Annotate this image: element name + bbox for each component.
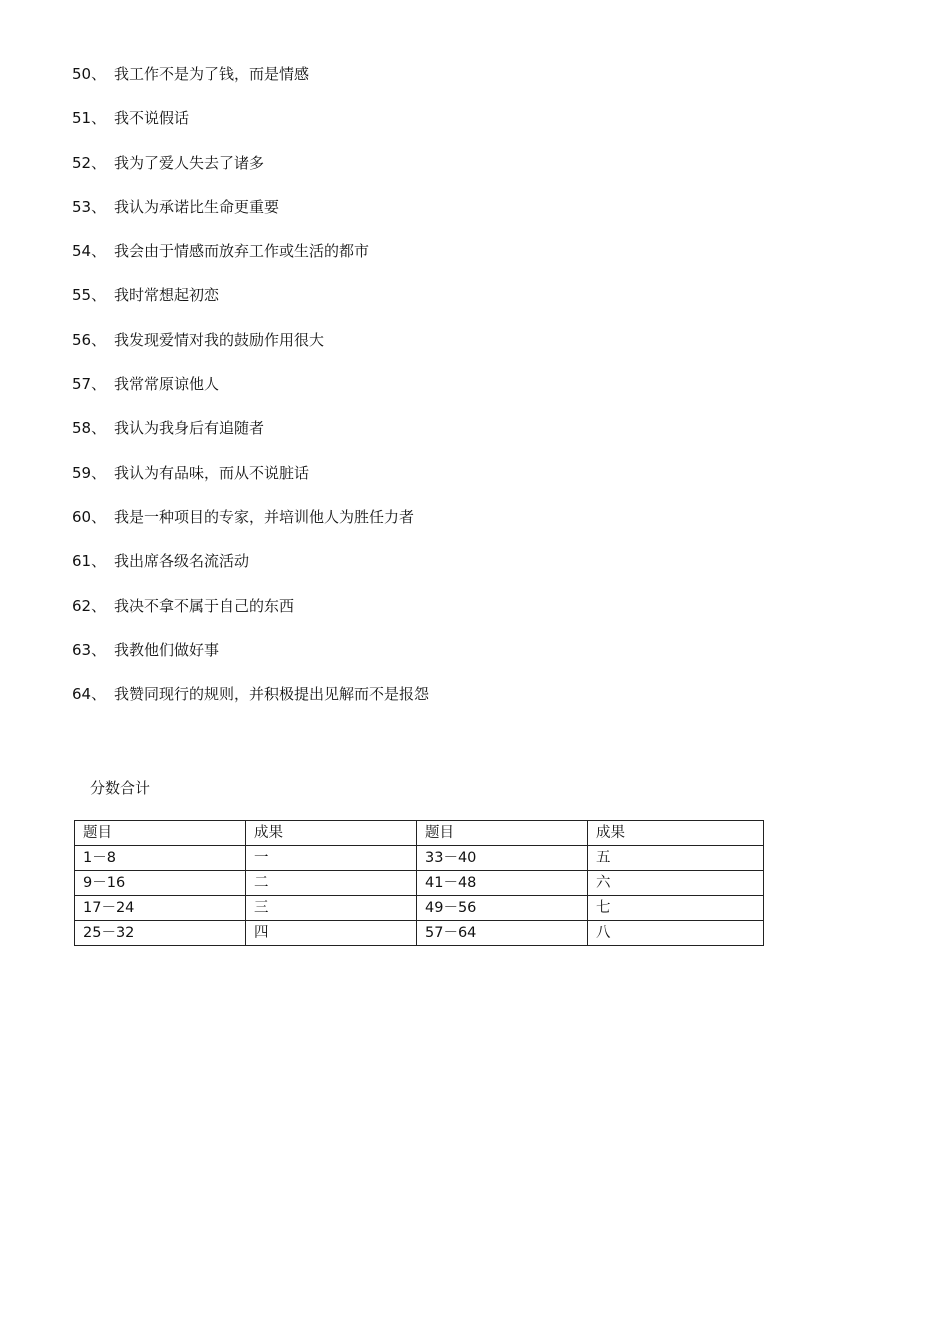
table-header-cell: 题目 <box>75 821 246 846</box>
item-text: 我认为我身后有追随者 <box>114 419 265 438</box>
list-item <box>72 328 429 372</box>
list-item <box>72 151 429 195</box>
list-item <box>72 283 429 327</box>
item-number: 62、 <box>72 596 107 615</box>
table-header-cell: 题目 <box>417 821 588 846</box>
table-row <box>75 871 764 896</box>
table-cell: 六 <box>588 871 764 896</box>
table-cell: 41－48 <box>417 871 588 896</box>
table-header-cell: 成果 <box>588 821 764 846</box>
item-number: 58、 <box>72 419 107 438</box>
list-item <box>72 195 429 239</box>
score-total-heading: 分数合计 <box>90 779 151 797</box>
item-text: 我不说假话 <box>114 109 190 128</box>
item-number: 50、 <box>72 65 107 83</box>
table-cell: 七 <box>588 896 764 921</box>
table-cell: 二 <box>246 871 417 896</box>
table-cell: 49－56 <box>417 896 588 921</box>
item-number: 54、 <box>72 242 107 261</box>
item-number: 61、 <box>72 552 107 571</box>
table-cell: 9－16 <box>75 871 246 896</box>
question-list <box>72 62 429 726</box>
item-text: 我工作不是为了钱，而是情感 <box>114 65 310 83</box>
table-row <box>75 921 764 946</box>
item-number: 55、 <box>72 286 107 305</box>
table-row <box>75 896 764 921</box>
score-table <box>74 820 764 946</box>
item-number: 63、 <box>72 640 107 659</box>
table-cell: 25－32 <box>75 921 246 946</box>
table-cell: 四 <box>246 921 417 946</box>
table-cell: 1－8 <box>75 846 246 871</box>
item-text: 我时常想起初恋 <box>114 286 220 305</box>
table-cell: 17－24 <box>75 896 246 921</box>
table-cell: 八 <box>588 921 764 946</box>
list-item <box>72 372 429 416</box>
table-cell: 五 <box>588 846 764 871</box>
item-text: 我会由于情感而放弃工作或生活的都市 <box>114 242 370 261</box>
table-row <box>75 846 764 871</box>
table-cell: 三 <box>246 896 417 921</box>
list-item <box>72 682 429 726</box>
list-item <box>72 594 429 638</box>
list-item <box>72 461 429 505</box>
item-number: 57、 <box>72 375 107 394</box>
list-item <box>72 505 429 549</box>
item-text: 我赞同现行的规则，并积极提出见解而不是报怨 <box>114 685 430 704</box>
item-number: 60、 <box>72 507 107 526</box>
list-item <box>72 239 429 283</box>
item-number: 52、 <box>72 153 107 172</box>
item-number: 53、 <box>72 197 107 216</box>
item-number: 64、 <box>72 685 107 704</box>
item-text: 我认为承诺比生命更重要 <box>114 197 280 216</box>
item-text: 我是一种项目的专家，并培训他人为胜任力者 <box>114 507 415 526</box>
list-item <box>72 416 429 460</box>
list-item <box>72 638 429 682</box>
item-number: 59、 <box>72 463 107 482</box>
list-item <box>72 62 429 106</box>
item-text: 我认为有品味，而从不说脏话 <box>114 463 310 482</box>
list-item <box>72 106 429 150</box>
list-item <box>72 549 429 593</box>
item-text: 我为了爱人失去了诸多 <box>114 153 265 172</box>
item-number: 56、 <box>72 330 107 349</box>
item-number: 51、 <box>72 109 107 128</box>
item-text: 我决不拿不属于自己的东西 <box>114 596 295 615</box>
table-cell: 33－40 <box>417 846 588 871</box>
table-cell: 57－64 <box>417 921 588 946</box>
table-header-row <box>75 821 764 846</box>
item-text: 我常常原谅他人 <box>114 375 220 394</box>
table-cell: 一 <box>246 846 417 871</box>
table-header-cell: 成果 <box>246 821 417 846</box>
item-text: 我出席各级名流活动 <box>114 552 250 571</box>
item-text: 我教他们做好事 <box>114 640 220 659</box>
item-text: 我发现爱情对我的鼓励作用很大 <box>114 330 325 349</box>
